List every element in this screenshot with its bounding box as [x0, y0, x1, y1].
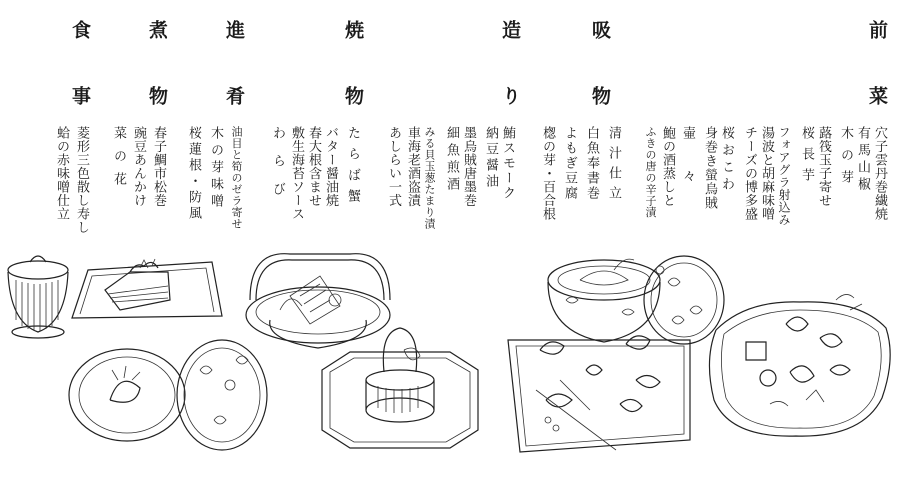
- zensai-item: チーズの博多盛: [742, 126, 757, 221]
- suimono-item: 清汁仕立: [606, 126, 621, 206]
- tsukuri-item: 納豆醤油: [483, 126, 498, 190]
- zensai-item: 蕗筏玉子寄せ: [816, 126, 831, 207]
- zensai-item: 身巻き螢烏賊: [702, 126, 717, 210]
- tsukuri-item: 車海老酒盗漬: [405, 126, 420, 207]
- square-sashimi-plate-illustration: [508, 336, 690, 452]
- heading-zensai-bottom: 菜: [866, 86, 888, 105]
- zensai-item: ふきの唐の辛子漬: [644, 126, 657, 218]
- shokuji-item: 菱形三色散し寿し: [74, 126, 89, 234]
- heading-shokuji-top: 食: [69, 20, 91, 39]
- round-lidded-bowl-illustration: [69, 340, 267, 450]
- heading-suimono-bottom: 物: [589, 86, 611, 105]
- zensai-item: 木の芽: [838, 126, 853, 192]
- suimono-item: 楤の芽・百合根: [540, 126, 555, 221]
- yakimono-item: わらび: [270, 126, 285, 210]
- shokuji-item: 蛤の赤味噌仕立: [54, 126, 69, 221]
- heading-suimono-top: 吸: [589, 20, 611, 39]
- tsukuri-item: 墨烏賊唐墨巻: [461, 126, 476, 207]
- shiizakana-item: 油目と筍のゼラ寄せ: [230, 126, 243, 230]
- heading-zensai-top: 前: [866, 20, 888, 39]
- zensai-item: 穴子雲丹巻繊焼: [872, 126, 887, 221]
- shiizakana-item: 桜蓮根・防風: [186, 126, 201, 222]
- tsukuri-item: 細魚煎酒: [444, 126, 459, 194]
- nimono-item: 豌豆あんかけ: [131, 126, 146, 207]
- heading-nimono-bottom: 物: [146, 86, 168, 105]
- zensai-item: 湯波と胡麻味噌: [759, 126, 774, 221]
- nimono-item: 菜の花: [111, 126, 126, 195]
- sushi-plate-illustration: [72, 259, 222, 318]
- zensai-item: 有馬山椒: [855, 126, 870, 194]
- suimono-item: よもぎ豆腐: [562, 126, 577, 201]
- heading-tsukuri-top: 造: [499, 20, 521, 39]
- heading-tsukuri-bottom: り: [499, 86, 521, 105]
- suimono-item: 白魚奉書巻: [584, 126, 599, 201]
- zensai-item: 壷々: [680, 126, 695, 212]
- tsukuri-item: あしらい一式: [386, 126, 401, 207]
- zensai-item: フォアグラ射込み: [777, 126, 791, 226]
- zensai-item: 桜おこわ: [719, 126, 734, 194]
- octagonal-plate-illustration: [322, 328, 478, 448]
- soup-bowl-illustration: [548, 256, 724, 344]
- heading-yakimono-top: 焼: [342, 20, 364, 39]
- heading-nimono-top: 煮: [146, 20, 168, 39]
- handled-basket-illustration: [246, 254, 390, 348]
- yakimono-item: 春大根含ませ: [306, 126, 321, 207]
- nimono-item: 春子鯛市松巻: [151, 126, 166, 207]
- heading-yakimono-bottom: 物: [342, 86, 364, 105]
- yakimono-item: 敷生海苔ソース: [289, 126, 304, 221]
- shiizakana-item: 木の芽味噌: [208, 126, 223, 211]
- heading-shokuji-bottom: 事: [69, 86, 91, 105]
- heading-shiizakana-bottom: 肴: [223, 86, 245, 105]
- yakimono-item: バター醤油焼: [323, 126, 338, 207]
- lidded-cup-illustration: [8, 256, 68, 338]
- zensai-item: 桜長芋: [799, 126, 814, 189]
- tsukuri-item: みる貝玉葱たまり漬: [423, 126, 436, 230]
- yakimono-item: たらば蟹: [345, 126, 360, 210]
- heading-shiizakana-top: 進: [223, 20, 245, 39]
- zensai-platter-illustration: [709, 294, 890, 436]
- zensai-item: 鮑の酒蒸しと: [660, 126, 675, 207]
- tsukuri-item: 鮪スモーク: [500, 126, 515, 201]
